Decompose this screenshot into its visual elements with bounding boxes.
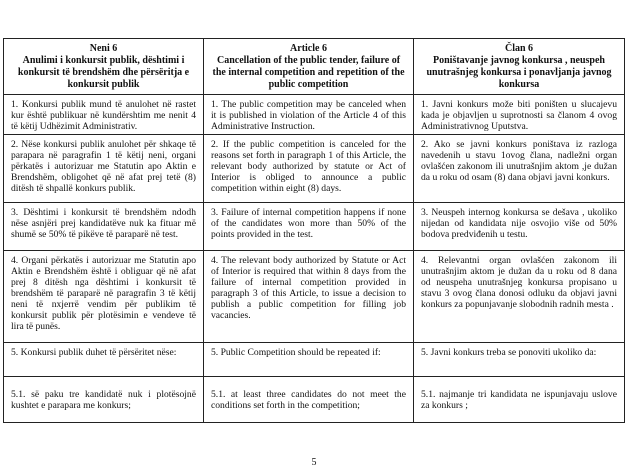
albanian-paragraph-1 [4, 95, 204, 135]
paragraph-text: 5.1. së paku tre kandidatë nuk i plotësojnë kushtet e parapara me konkurs; [11, 389, 196, 411]
paragraph-text: 4. Relevantni organ ovlašćen zakonom ili unutrašnjim aktom je dužan da u roku od 8 dana od neuspeha unutrašnjeg konkursa propisano u stavu 3 ovog člana donosi odluku da objavi javni konkurs za popunjavanje slobodnih radnih mesta . [421, 255, 617, 310]
paragraph-text: 4. The relevant body authorized by Statute or Act of Interior is required that within 8 days from the failure of internal competition provided in paragraph 3 of this Article, to issue a decision to publish a public competition for filling job vacancies. [211, 255, 406, 321]
serbian-heading-cell [414, 39, 625, 95]
paragraph-text: 2. Nëse konkursi publik anulohet për shkaqe të parapara në paragrafin 1 të këtij neni, organi përkatës i autorizuar me Statutin apo Aktin e Brendshëm, obligohet që në afat prej tetë (8) ditësh të shpallë konkurs publik. [11, 139, 196, 194]
paragraph-row-3 [4, 203, 625, 251]
english-article-subtitle: Cancellation of the public tender, failure of the internal competition and repetition of the public competition [212, 55, 405, 90]
serbian-paragraph-6 [414, 377, 625, 423]
paragraph-text: 5.1. at least three candidates do not meet the conditions set forth in the competition; [211, 389, 406, 411]
paragraph-text: 2. Ako se javni konkurs poništava iz razloga navedenih u stavu 1ovog člana, nadležni organ ovlašćen zakonom ili unutrašnjim aktom ,je dužan da u roku od osam (8) dana objavi javni konkurs. [421, 139, 617, 183]
paragraph-text: 5. Javni konkurs treba se ponoviti ukoliko da: [421, 347, 597, 358]
albanian-paragraph-4 [4, 251, 204, 343]
trilingual-table [3, 38, 625, 423]
paragraph-text: 5. Konkursi publik duhet të përsëritet nëse: [11, 347, 177, 358]
paragraph-text: 5.1. najmanje tri kandidata ne ispunjavaju uslove za konkurs ; [421, 389, 617, 411]
serbian-article-subtitle: Poništavanje javnog konkursa , neuspeh unutrašnjeg konkursa i ponavljanja javnog konkursa [426, 55, 612, 90]
english-paragraph-6 [204, 377, 414, 423]
paragraph-text: 1. Konkursi publik mund të anulohet në rastet kur është publikuar në kundërshtim me nenit 4 të këtij Udhëzimit Administrativ. [11, 99, 196, 132]
albanian-article-title: Neni 6 [89, 43, 118, 54]
english-article-title: Article 6 [290, 43, 327, 54]
paragraph-text: 2. If the public competition is canceled for the reasons set forth in paragraph 1 of this Article, the relevant body authorized by statute or Act of Interior is obliged to announce a public competition within eight (8) days. [211, 139, 406, 194]
english-paragraph-1 [204, 95, 414, 135]
paragraph-text: 3. Dështimi i konkursit të brendshëm ndodh nëse asnjëri prej kandidatëve nuk ka fituar më shumë se 50% të pikëve të paraparë në test. [11, 207, 196, 240]
paragraph-row-4 [4, 251, 625, 343]
serbian-article-title: Član 6 [504, 43, 534, 54]
english-paragraph-5 [204, 343, 414, 377]
page-number: 5 [311, 457, 317, 468]
paragraph-row-2 [4, 135, 625, 203]
english-paragraph-2 [204, 135, 414, 203]
albanian-paragraph-5 [4, 343, 204, 377]
paragraph-text: 3. Neuspeh internog konkursa se dešava , ukoliko nijedan od kandidata nije osvojio više od 50% bodova predviđenih u testu. [421, 207, 617, 240]
serbian-paragraph-5 [414, 343, 625, 377]
paragraph-text: 4. Organi përkatës i autorizuar me Statutin apo Aktin e Brendshëm është i obliguar që në afat prej 8 ditësh nga dështimi i konkursit të brendshëm të paraparë në paragrafin 3 të këtij neni të nxjerrë vendim për publikim të konkursit publik për plotësimin e vendeve të lira të punës. [11, 255, 196, 332]
paragraph-row-1 [4, 95, 625, 135]
albanian-paragraph-6 [4, 377, 204, 423]
paragraph-row-6 [4, 377, 625, 423]
albanian-paragraph-3 [4, 203, 204, 251]
paragraph-text: 1. Javni konkurs može biti poništen u slucajevu kada je objavljen u suprotnosti sa članom 4 ovog Administrativnog Uputstva. [421, 99, 617, 132]
serbian-paragraph-1 [414, 95, 625, 135]
paragraph-text: 3. Failure of internal competition happens if none of the candidates won more than 50% of the points provided in the test. [211, 207, 406, 240]
serbian-paragraph-3 [414, 203, 625, 251]
paragraph-text: 5. Public Competition should be repeated if: [211, 347, 381, 358]
paragraph-text: 1. The public competition may be canceled when it is published in violation of the Article 4 of this Administrative Instruction. [211, 99, 406, 132]
english-heading-cell [204, 39, 414, 95]
serbian-paragraph-4 [414, 251, 625, 343]
english-paragraph-4 [204, 251, 414, 343]
albanian-paragraph-2 [4, 135, 204, 203]
serbian-paragraph-2 [414, 135, 625, 203]
albanian-heading-cell [4, 39, 204, 95]
paragraph-row-5 [4, 343, 625, 377]
heading-row [4, 39, 625, 95]
english-paragraph-3 [204, 203, 414, 251]
albanian-article-subtitle: Anulimi i konkursit publik, dështimi i konkursit të brendshëm dhe përsëritja e konkursit publik [17, 55, 190, 90]
